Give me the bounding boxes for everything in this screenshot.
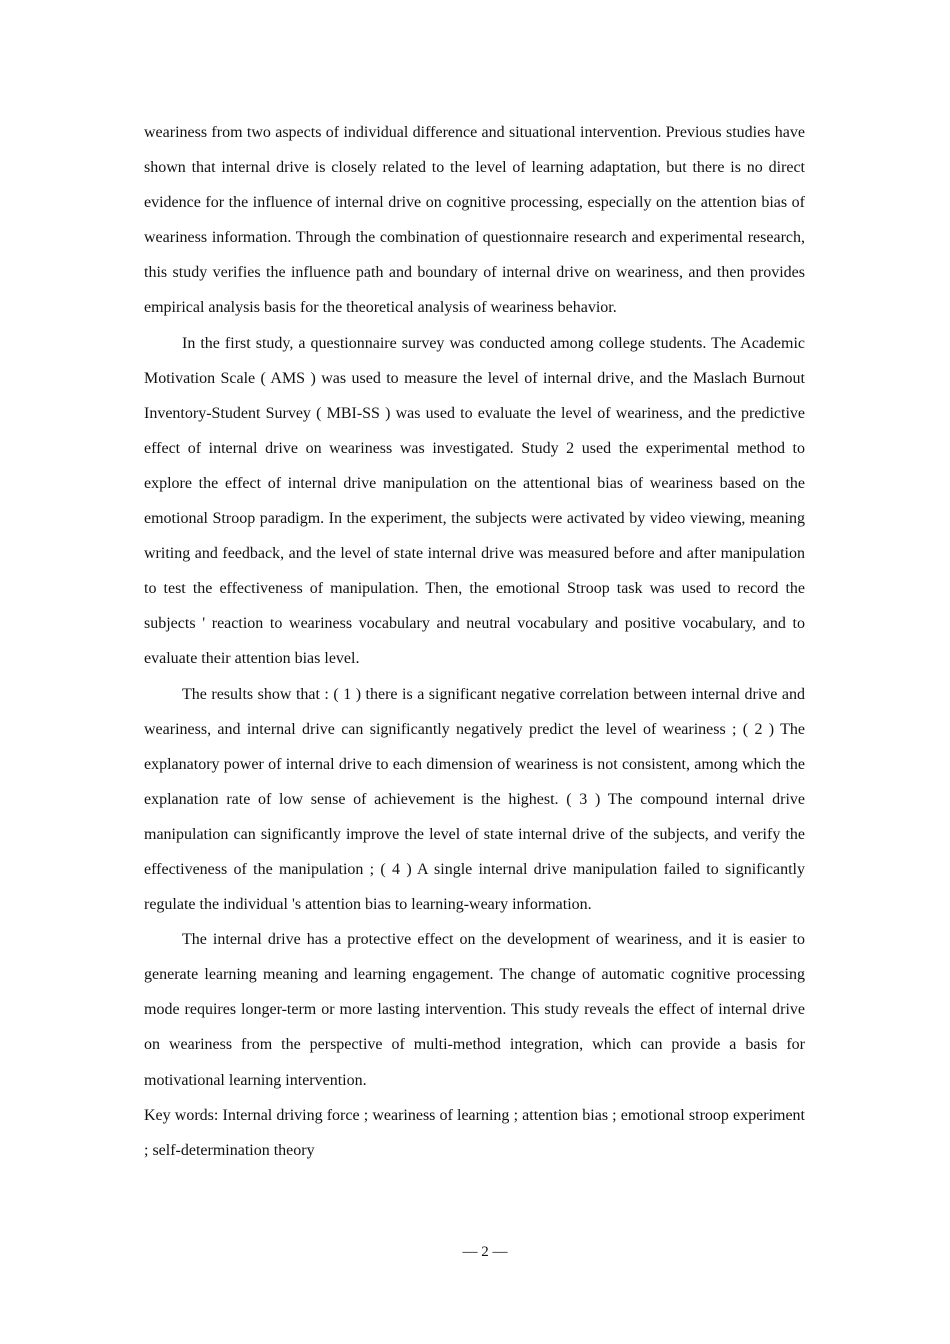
- paragraph: In the first study, a questionnaire survey was conducted among college students. The Academic Motivation Scale ( AMS ) was used to measure the level of internal drive, and the Maslach Burnout Inventory-Student Survey ( MBI-SS ) was used to evaluate the level of weariness, and the predictive effect of internal drive on weariness was investigated. Study 2 used the experimental method to explore the effect of internal drive manipulation on the attentional bias of weariness based on the emotional Stroop paradigm. In the experiment, the subjects were activated by video viewing, meaning writing and feedback, and the level of state internal drive was measured before and after manipulation to test the effectiveness of manipulation. Then, the emotional Stroop task was used to record the subjects ' reaction to weariness vocabulary and neutral vocabulary and positive vocabulary, and to evaluate their attention bias level.: [144, 334, 805, 668]
- paragraph: The internal drive has a protective effect on the development of weariness, and it is easier to generate learning meaning and learning engagement. The change of automatic cognitive processing mode requires longer-term or more lasting intervention. This study reveals the effect of internal drive on weariness from the perspective of multi-method integration, which can provide a basis for motivational learning intervention.: [144, 931, 805, 1089]
- keywords-line: Key words: Internal driving force ; weariness of learning ; attention bias ; emotional stroop experiment ; self-determination theory: [144, 1106, 805, 1159]
- paragraph: The results show that : ( 1 ) there is a significant negative correlation between internal drive and weariness, and internal drive can significantly negatively predict the level of weariness ; ( 2 ) The explanatory power of internal drive to each dimension of weariness is not consistent, among which the explanation rate of low sense of achievement is the highest. ( 3 ) The compound internal drive manipulation can significantly improve the level of state internal drive of the subjects, and verify the effectiveness of the manipulation ; ( 4 ) A single internal drive manipulation failed to significantly regulate the individual 's attention bias to learning-weary information.: [144, 685, 805, 914]
- page-body: [144, 115, 805, 1168]
- page-number: — 2 —: [462, 1244, 508, 1260]
- paragraph: weariness from two aspects of individual difference and situational intervention. Previous studies have shown that internal drive is closely related to the level of learning adaptation, but there is no direct evidence for the influence of internal drive on cognitive processing, especially on the attention bias of weariness information. Through the combination of questionnaire research and experimental research, this study verifies the influence path and boundary of internal drive on weariness, and then provides empirical analysis basis for the theoretical analysis of weariness behavior.: [144, 124, 805, 317]
